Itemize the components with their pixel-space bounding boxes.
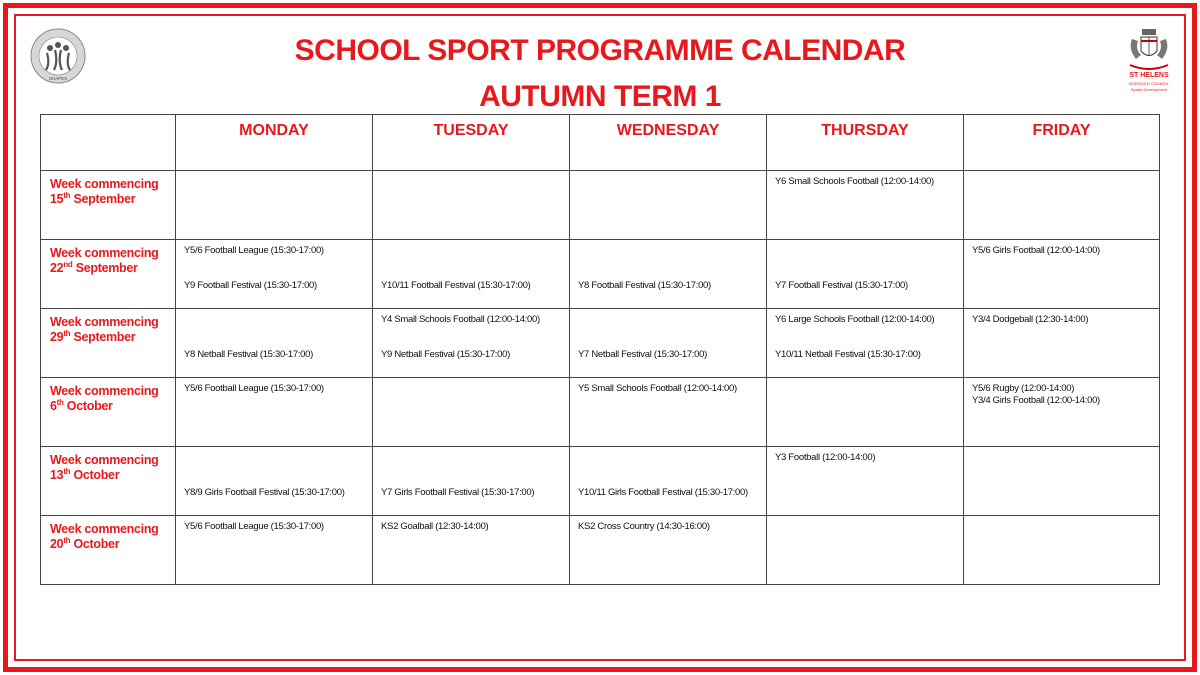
- day-cell-tue: [373, 378, 570, 447]
- event-top: Y6 Large Schools Football (12:00-14:00): [775, 314, 935, 325]
- week-month: October: [73, 537, 120, 551]
- event-top: Y6 Small Schools Football (12:00-14:00): [775, 176, 934, 187]
- header-monday: MONDAY: [176, 115, 373, 171]
- week-label-cell: [41, 447, 176, 516]
- week-day-suffix: th: [63, 190, 71, 200]
- event-bottom: Y8 Football Festival (15:30-17:00): [578, 280, 711, 291]
- event-top: KS2 Goalball (12:30-14:00): [381, 521, 489, 532]
- week-day: 29: [50, 330, 64, 344]
- day-cell-tue: [373, 240, 570, 309]
- day-cell-fri: [964, 240, 1160, 309]
- week-label: [41, 516, 175, 552]
- coat-of-arms-icon: [1124, 27, 1174, 71]
- week-label-prefix: Week commencing: [50, 315, 159, 329]
- week-label-cell: [41, 516, 176, 585]
- day-cell-mon: [176, 447, 373, 516]
- event-bottom: Y9 Football Festival (15:30-17:00): [184, 280, 317, 291]
- event-top: Y5/6 Football League (15:30-17:00): [184, 245, 324, 256]
- event-top: KS2 Cross Country (14:30-16:00): [578, 521, 710, 532]
- week-row: [41, 447, 1160, 516]
- day-cell-tue: [373, 516, 570, 585]
- week-label-prefix: Week commencing: [50, 522, 159, 536]
- event-top: Y4 Small Schools Football (12:00-14:00): [381, 314, 540, 325]
- week-label: [41, 447, 175, 483]
- council-department: Sports Development: [1130, 87, 1168, 92]
- day-cell-mon: [176, 309, 373, 378]
- week-label-prefix: Week commencing: [50, 453, 159, 467]
- day-cell-tue: [373, 447, 570, 516]
- calendar-table: [40, 114, 1160, 585]
- day-cell-fri: [964, 447, 1160, 516]
- week-label-prefix: Week commencing: [50, 246, 159, 260]
- week-month: September: [73, 192, 136, 206]
- event-top: Y5 Small Schools Football (12:00-14:00): [578, 383, 737, 394]
- event-bottom: Y10/11 Girls Football Festival (15:30-17:00): [578, 487, 748, 498]
- council-subtitle: BOROUGH COUNCIL: [1129, 81, 1169, 86]
- day-cell-wed: [570, 171, 767, 240]
- day-cell-wed: [570, 378, 767, 447]
- week-row: [41, 309, 1160, 378]
- day-cell-mon: [176, 378, 373, 447]
- week-day-suffix: th: [63, 466, 71, 476]
- event-top: Y5/6 Girls Football (12:00-14:00): [972, 245, 1100, 256]
- week-day: 6: [50, 399, 57, 413]
- event-bottom: Y7 Football Festival (15:30-17:00): [775, 280, 908, 291]
- event-top-second: Y3/4 Girls Football (12:00-14:00): [972, 395, 1100, 406]
- day-cell-tue: [373, 171, 570, 240]
- week-label-cell: [41, 240, 176, 309]
- week-label: [41, 378, 175, 414]
- day-cell-fri: [964, 516, 1160, 585]
- week-day: 13: [50, 468, 64, 482]
- week-label-cell: [41, 171, 176, 240]
- day-cell-thu: [767, 447, 964, 516]
- event-bottom: Y10/11 Netball Festival (15:30-17:00): [775, 349, 921, 360]
- header-corner: [41, 115, 176, 171]
- week-label: [41, 171, 175, 207]
- header-thursday: THURSDAY: [767, 115, 964, 171]
- day-cell-fri: [964, 171, 1160, 240]
- event-top: Y5/6 Rugby (12:00-14:00): [972, 383, 1075, 394]
- day-cell-thu: [767, 309, 964, 378]
- event-bottom: Y8 Netball Festival (15:30-17:00): [184, 349, 313, 360]
- week-label-prefix: Week commencing: [50, 177, 159, 191]
- event-top: Y3 Football (12:00-14:00): [775, 452, 876, 463]
- shapes-logo: [30, 28, 86, 84]
- event-bottom: Y7 Girls Football Festival (15:30-17:00): [381, 487, 535, 498]
- day-cell-fri: [964, 309, 1160, 378]
- day-cell-thu: [767, 240, 964, 309]
- event-top: Y5/6 Football League (15:30-17:00): [184, 383, 324, 394]
- day-cell-thu: [767, 171, 964, 240]
- header-row: [41, 115, 1160, 171]
- day-cell-tue: [373, 309, 570, 378]
- week-day: 15: [50, 192, 64, 206]
- week-month: September: [75, 261, 138, 275]
- day-cell-mon: [176, 240, 373, 309]
- week-row: [41, 378, 1160, 447]
- day-cell-mon: [176, 171, 373, 240]
- day-cell-wed: [570, 309, 767, 378]
- page-title: SCHOOL SPORT PROGRAMME CALENDAR: [294, 34, 906, 67]
- week-label-prefix: Week commencing: [50, 384, 159, 398]
- day-cell-wed: [570, 240, 767, 309]
- week-label-cell: [41, 378, 176, 447]
- event-bottom: Y8/9 Girls Football Festival (15:30-17:00): [184, 487, 345, 498]
- week-row: [41, 516, 1160, 585]
- week-row: [41, 240, 1160, 309]
- event-top: Y3/4 Dodgeball (12:30-14:00): [972, 314, 1089, 325]
- week-day-suffix: nd: [63, 259, 73, 269]
- day-cell-wed: [570, 516, 767, 585]
- day-cell-thu: [767, 516, 964, 585]
- week-row: [41, 171, 1160, 240]
- week-day: 20: [50, 537, 64, 551]
- header-tuesday: TUESDAY: [373, 115, 570, 171]
- page-subtitle: AUTUMN TERM 1: [479, 80, 721, 113]
- week-month: October: [66, 399, 113, 413]
- event-bottom: Y9 Netball Festival (15:30-17:00): [381, 349, 510, 360]
- week-label: [41, 240, 175, 276]
- svg-text:SHAPES: SHAPES: [48, 76, 68, 81]
- council-name: ST HELENS: [1129, 72, 1169, 79]
- week-month: October: [73, 468, 120, 482]
- week-day: 22: [50, 261, 64, 275]
- event-bottom: Y10/11 Football Festival (15:30-17:00): [381, 280, 531, 291]
- day-cell-wed: [570, 447, 767, 516]
- week-month: September: [73, 330, 136, 344]
- day-cell-fri: [964, 378, 1160, 447]
- day-cell-mon: [176, 516, 373, 585]
- event-bottom: Y7 Netball Festival (15:30-17:00): [578, 349, 707, 360]
- header-wednesday: WEDNESDAY: [570, 115, 767, 171]
- week-day-suffix: th: [56, 397, 64, 407]
- week-label-cell: [41, 309, 176, 378]
- week-label: [41, 309, 175, 345]
- week-day-suffix: th: [63, 535, 71, 545]
- shapes-logo-graphic: [30, 28, 86, 84]
- st-helens-council-logo: [1124, 27, 1174, 97]
- header-friday: FRIDAY: [964, 115, 1160, 171]
- day-cell-thu: [767, 378, 964, 447]
- event-top: Y5/6 Football League (15:30-17:00): [184, 521, 324, 532]
- week-day-suffix: th: [63, 328, 71, 338]
